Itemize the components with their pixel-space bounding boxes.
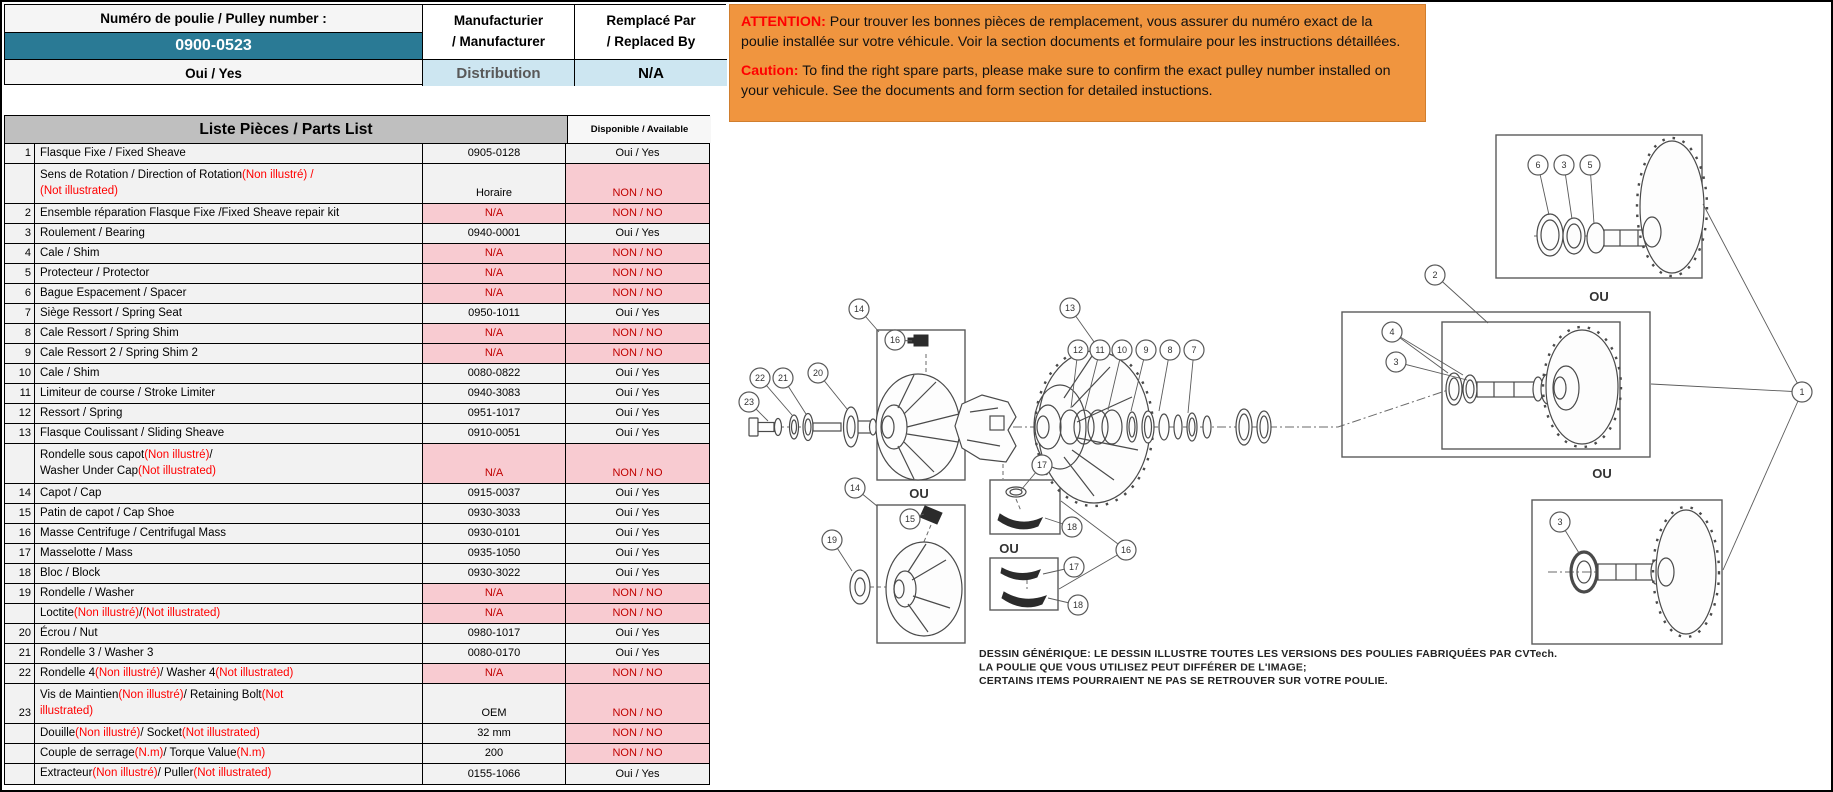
row-available-cell: NON / NO xyxy=(566,744,709,763)
row-available-cell: Oui / Yes xyxy=(615,147,660,160)
row-available-cell: Oui / Yes xyxy=(615,307,660,320)
row-description-cell: Masse Centrifuge / Centrifugal Mass xyxy=(35,524,423,543)
row-description-cell: Rondelle / Washer xyxy=(35,584,423,603)
row-available-cell: Oui / Yes xyxy=(615,567,660,580)
row-description-cell: Cale / Shim xyxy=(35,244,423,263)
row-available-cell: NON / NO xyxy=(566,584,709,603)
table-row xyxy=(5,344,709,364)
callout-number: 18 xyxy=(1072,600,1084,611)
row-available-cell: Oui / Yes xyxy=(615,227,660,240)
row-description-cell: Rondelle 4 (Non illustré) / Washer 4 (Not illustrated) xyxy=(35,664,423,683)
callout-number: 16 xyxy=(1120,545,1132,556)
callout-number: 16 xyxy=(889,335,901,346)
table-row xyxy=(5,364,709,384)
table-row xyxy=(5,384,709,404)
row-available-cell: Oui / Yes xyxy=(615,527,660,540)
row-part-number-cell: 0910-0051 xyxy=(423,424,566,443)
row-number-cell: 3 xyxy=(5,224,35,243)
row-part-number-cell: 0935-1050 xyxy=(423,544,566,563)
row-available-cell: NON / NO xyxy=(566,324,709,343)
row-number-cell: 20 xyxy=(5,624,35,643)
row-part-number-cell: N/A xyxy=(423,204,566,223)
pulley-confirmed-value: Oui / Yes xyxy=(5,60,423,86)
row-number-cell: 13 xyxy=(5,424,35,443)
row-number-cell: 22 xyxy=(5,664,35,683)
callout-number: 21 xyxy=(777,373,789,384)
row-available-cell: Oui / Yes xyxy=(615,507,660,520)
attention-fr-text: Pour trouver les bonnes pièces de remplacement, vous assurer du numéro exact de la poulie installée sur votre véhicule. Voir la section documents et formulaire pour les instructions détaillées. xyxy=(741,14,1401,51)
row-description-cell: Ressort / Spring xyxy=(35,404,423,423)
row-description-cell: Vis de Maintien (Non illustré) / Retaining Bolt (Not illustrated) xyxy=(35,684,423,723)
row-available-cell: NON / NO xyxy=(566,204,709,223)
row-available-cell: NON / NO xyxy=(566,164,709,203)
ou-label: OU xyxy=(999,541,1019,556)
row-number-cell xyxy=(5,764,35,784)
row-description-cell: Masselotte / Mass xyxy=(35,544,423,563)
cap-screw xyxy=(914,335,928,346)
row-part-number-cell: N/A xyxy=(423,584,566,603)
row-number-cell: 12 xyxy=(5,404,35,423)
row-number-cell xyxy=(5,604,35,623)
manufacturer-label-line2: / Manufacturer xyxy=(451,34,546,49)
table-row xyxy=(5,564,709,584)
row-description-cell: Écrou / Nut xyxy=(35,624,423,643)
bolt-washer-group xyxy=(749,407,877,447)
row-description-cell: Protecteur / Protector xyxy=(35,264,423,283)
row-description-cell: Capot / Cap xyxy=(35,484,423,503)
callout-number: 9 xyxy=(1143,345,1149,356)
row-available-cell: NON / NO xyxy=(566,724,709,743)
row-part-number-cell: 0930-3033 xyxy=(423,504,566,523)
callout-number: 11 xyxy=(1095,345,1105,356)
callout-number: 17 xyxy=(1068,562,1080,573)
table-row xyxy=(5,164,709,204)
row-available-cell: Oui / Yes xyxy=(615,387,660,400)
table-row xyxy=(5,744,709,764)
row-number-cell: 4 xyxy=(5,244,35,263)
caution-en-text: To find the right spare parts, please make sure to confirm the exact pulley number installed on your vehicule. See the documents and form section for detailed instuctions. xyxy=(741,63,1391,100)
row-part-number-cell: Horaire xyxy=(423,164,566,203)
callout-number: 19 xyxy=(826,535,838,546)
table-row xyxy=(5,504,709,524)
callout-number: 3 xyxy=(1561,160,1567,171)
table-row xyxy=(5,724,709,744)
callout-number: 23 xyxy=(743,397,755,408)
row-description-cell: Flasque Fixe / Fixed Sheave xyxy=(35,144,423,163)
row-number-cell xyxy=(5,724,35,743)
row-description-cell: Rondelle 3 / Washer 3 xyxy=(35,644,423,663)
table-row xyxy=(5,484,709,504)
row-part-number-cell: N/A xyxy=(423,604,566,623)
callout-number: 17 xyxy=(1036,460,1048,471)
mass-carrier xyxy=(955,395,1016,462)
parts-table-title: Liste Pièces / Parts List xyxy=(5,116,568,143)
table-row xyxy=(5,684,709,724)
table-row xyxy=(5,224,709,244)
cap-shoe xyxy=(920,506,942,524)
row-description-cell: Loctite (Non illustré) / (Not illustrated) xyxy=(35,604,423,623)
row-available-cell: Oui / Yes xyxy=(615,407,660,420)
row-part-number-cell: N/A xyxy=(423,264,566,283)
row-number-cell: 15 xyxy=(5,504,35,523)
row-part-number-cell: 0940-0001 xyxy=(423,224,566,243)
row-number-cell: 6 xyxy=(5,284,35,303)
callout-number: 1 xyxy=(1799,387,1805,398)
row-available-cell: NON / NO xyxy=(566,604,709,623)
row-part-number-cell: N/A xyxy=(423,324,566,343)
callout-number: 13 xyxy=(1064,303,1076,314)
row-available-cell: Oui / Yes xyxy=(615,427,660,440)
row-part-number-cell: N/A xyxy=(423,344,566,363)
pulley-number-value: 0900-0523 xyxy=(5,33,423,60)
generic-drawing-note-line: LA POULIE QUE VOUS UTILISEZ PEUT DIFFÉRER DE L'IMAGE; xyxy=(979,661,1307,674)
row-part-number-cell: OEM xyxy=(423,684,566,723)
hub-variant-bottom xyxy=(1571,507,1719,637)
table-row xyxy=(5,324,709,344)
table-row xyxy=(5,404,709,424)
callout-number: 5 xyxy=(1587,160,1593,171)
manufacturer-value: Distribution xyxy=(423,60,575,86)
generic-drawing-note-line: CERTAINS ITEMS POURRAIENT NE PAS SE RETROUVER SUR VOTRE POULIE. xyxy=(979,675,1388,687)
callout-number: 8 xyxy=(1167,345,1173,356)
callout-number: 3 xyxy=(1557,517,1563,528)
row-available-cell: Oui / Yes xyxy=(615,367,660,380)
replaced-by-label-line1: Remplacé Par xyxy=(606,13,696,29)
pulley-number-label: Numéro de poulie / Pulley number : xyxy=(5,5,423,33)
row-description-cell: Rondelle sous capot (Non illustré) / Washer Under Cap (Not illustrated) xyxy=(35,444,423,483)
callout-number: 20 xyxy=(812,368,824,379)
row-part-number-cell: 0930-3022 xyxy=(423,564,566,583)
row-number-cell: 11 xyxy=(5,384,35,403)
ou-label: OU xyxy=(1589,289,1609,304)
callout-number: 12 xyxy=(1072,345,1084,356)
parts-table-header xyxy=(5,116,709,144)
row-part-number-cell: N/A xyxy=(423,444,566,483)
row-description-cell: Bloc / Block xyxy=(35,564,423,583)
callout-number: 3 xyxy=(1393,357,1399,368)
callout-number: 14 xyxy=(853,304,865,315)
row-part-number-cell: 0980-1017 xyxy=(423,624,566,643)
row-available-cell: NON / NO xyxy=(566,344,709,363)
table-row xyxy=(5,604,709,624)
fixed-sheave-main xyxy=(1446,327,1621,447)
row-part-number-cell: 0950-1011 xyxy=(423,304,566,323)
row-available-cell: Oui / Yes xyxy=(615,647,660,660)
row-number-cell: 16 xyxy=(5,524,35,543)
row-number-cell: 2 xyxy=(5,204,35,223)
replaced-by-label xyxy=(575,5,727,60)
row-part-number-cell: N/A xyxy=(423,664,566,683)
table-row xyxy=(5,264,709,284)
row-description-cell: Cale / Shim xyxy=(35,364,423,383)
table-row xyxy=(5,284,709,304)
row-description-cell: Sens de Rotation / Direction of Rotation (Non illustré) / (Not illustrated) xyxy=(35,164,423,203)
exploded-diagram xyxy=(727,122,1833,792)
callout-number: 18 xyxy=(1066,522,1078,533)
replaced-by-label-line2: / Replaced By xyxy=(606,34,696,49)
row-number-cell xyxy=(5,444,35,483)
replaced-by-value: N/A xyxy=(575,60,727,86)
row-number-cell: 10 xyxy=(5,364,35,383)
row-available-cell: NON / NO xyxy=(566,284,709,303)
table-row xyxy=(5,764,709,784)
row-description-cell: Bague Espacement / Spacer xyxy=(35,284,423,303)
callout-number: 6 xyxy=(1535,160,1541,171)
table-row xyxy=(5,204,709,224)
row-available-cell: NON / NO xyxy=(566,264,709,283)
row-number-cell: 1 xyxy=(5,144,35,163)
table-row xyxy=(5,304,709,324)
row-description-cell: Extracteur (Non illustré) / Puller (Not illustrated) xyxy=(35,764,423,784)
parts-table-body xyxy=(5,144,709,784)
pulley-header-table xyxy=(4,4,726,85)
row-number-cell: 5 xyxy=(5,264,35,283)
row-description-cell: Douille (Non illustré) / Socket (Not illustrated) xyxy=(35,724,423,743)
row-available-cell: NON / NO xyxy=(566,664,709,683)
row-part-number-cell: N/A xyxy=(423,284,566,303)
attention-fr-label: ATTENTION: xyxy=(741,14,826,30)
generic-drawing-note-line: DESSIN GÉNÉRIQUE: LE DESSIN ILLUSTRE TOUTES LES VERSIONS DES POULIES FABRIQUÉES PAR CVTech. xyxy=(979,648,1558,660)
callout-number: 10 xyxy=(1116,345,1128,356)
row-available-cell: Oui / Yes xyxy=(615,487,660,500)
row-number-cell: 8 xyxy=(5,324,35,343)
table-row xyxy=(5,424,709,444)
washer-19 xyxy=(850,570,870,604)
row-description-cell: Roulement / Bearing xyxy=(35,224,423,243)
table-row xyxy=(5,584,709,604)
row-description-cell: Flasque Coulissant / Sliding Sheave xyxy=(35,424,423,443)
row-number-cell: 19 xyxy=(5,584,35,603)
parts-list-table xyxy=(4,115,710,785)
row-description-cell: Couple de serrage (N.m) / Torque Value (N.m) xyxy=(35,744,423,763)
row-part-number-cell: 0155-1066 xyxy=(423,764,566,784)
row-number-cell xyxy=(5,744,35,763)
row-description-cell: Cale Ressort / Spring Shim xyxy=(35,324,423,343)
row-part-number-cell: 0905-0128 xyxy=(423,144,566,163)
row-part-number-cell: 32 mm xyxy=(423,724,566,743)
row-available-cell: Oui / Yes xyxy=(615,767,660,780)
cap-variant-1 xyxy=(876,335,960,480)
table-row xyxy=(5,144,709,164)
attention-fr-paragraph xyxy=(741,12,1414,52)
callout-number: 22 xyxy=(754,373,766,384)
callout-number: 7 xyxy=(1191,345,1197,356)
callout-number: 2 xyxy=(1432,270,1438,281)
row-part-number-cell: 0951-1017 xyxy=(423,404,566,423)
callout-number: 14 xyxy=(849,483,861,494)
ou-label: OU xyxy=(909,486,929,501)
row-number-cell: 17 xyxy=(5,544,35,563)
table-row xyxy=(5,624,709,644)
row-number-cell: 23 xyxy=(5,684,35,723)
row-part-number-cell: 0080-0822 xyxy=(423,364,566,383)
row-number-cell: 14 xyxy=(5,484,35,503)
row-available-cell: NON / NO xyxy=(566,244,709,263)
row-part-number-cell: 200 xyxy=(423,744,566,763)
row-description-cell: Ensemble réparation Flasque Fixe /Fixed Sheave repair kit xyxy=(35,204,423,223)
row-part-number-cell: 0940-3083 xyxy=(423,384,566,403)
row-number-cell: 21 xyxy=(5,644,35,663)
row-available-cell: NON / NO xyxy=(566,684,709,723)
callout-number: 15 xyxy=(904,514,916,525)
row-description-cell: Cale Ressort 2 / Spring Shim 2 xyxy=(35,344,423,363)
exploded-diagram-svg xyxy=(727,122,1833,792)
table-row xyxy=(5,524,709,544)
available-column-header: Disponible / Available xyxy=(568,116,711,143)
caution-en-label: Caution: xyxy=(741,63,799,80)
ou-label: OU xyxy=(1592,466,1612,481)
row-available-cell: NON / NO xyxy=(566,444,709,483)
row-description-cell: Siège Ressort / Spring Seat xyxy=(35,304,423,323)
table-row xyxy=(5,644,709,664)
row-available-cell: Oui / Yes xyxy=(615,627,660,640)
row-number-cell xyxy=(5,164,35,203)
row-description-cell: Limiteur de course / Stroke Limiter xyxy=(35,384,423,403)
table-row xyxy=(5,244,709,264)
row-available-cell: Oui / Yes xyxy=(615,547,660,560)
table-row xyxy=(5,444,709,484)
row-part-number-cell: N/A xyxy=(423,244,566,263)
row-number-cell: 9 xyxy=(5,344,35,363)
row-part-number-cell: 0915-0037 xyxy=(423,484,566,503)
row-part-number-cell: 0930-0101 xyxy=(423,524,566,543)
row-number-cell: 7 xyxy=(5,304,35,323)
callout-number: 4 xyxy=(1389,327,1395,338)
row-number-cell: 18 xyxy=(5,564,35,583)
row-description-cell: Patin de capot / Cap Shoe xyxy=(35,504,423,523)
caution-en-paragraph xyxy=(741,61,1414,101)
manufacturer-label-line1: Manufacturier xyxy=(453,13,544,29)
table-row xyxy=(5,544,709,564)
attention-box xyxy=(729,4,1426,122)
table-row xyxy=(5,664,709,684)
row-part-number-cell: 0080-0170 xyxy=(423,644,566,663)
manufacturer-label xyxy=(423,5,575,60)
